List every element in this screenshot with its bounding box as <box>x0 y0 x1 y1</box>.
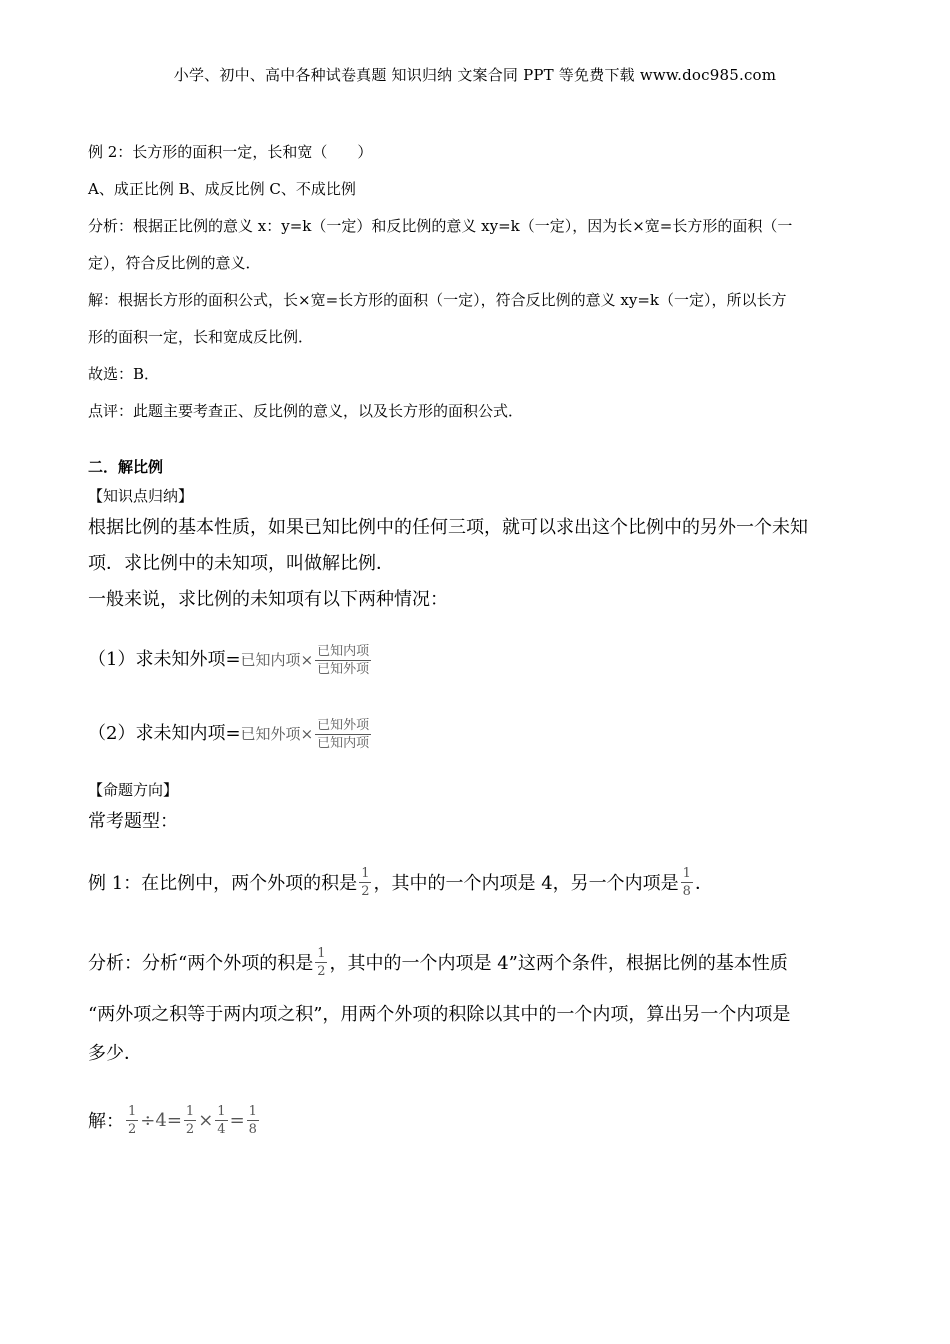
fraction-numerator: 1 <box>682 865 691 881</box>
formula1-fraction <box>315 644 371 677</box>
formula1-label: （1）求未知外项= <box>88 649 241 670</box>
solution-divide: ÷4= <box>140 1109 182 1131</box>
example2-comment: 点评：此题主要考查正、反比例的意义，以及长方形的面积公式． <box>88 402 524 420</box>
formula-outer-term <box>88 630 868 690</box>
formula-inner-term <box>88 704 868 764</box>
formula2-fraction <box>315 718 371 751</box>
example2-solution-line2: 形的面积一定，长和宽成反比例． <box>88 328 314 346</box>
solution-fraction4 <box>247 1104 259 1137</box>
fraction-numerator: 1 <box>361 865 370 881</box>
common-types-label: 常考题型： <box>88 811 178 832</box>
example2-analysis-line1: 分析：根据正比例的意义 x：y=k（一定）和反比例的意义 xy=k（一定），因为长×宽=长方形的面积（一 <box>88 217 793 235</box>
example1-question-fraction2 <box>681 866 693 899</box>
formula1-times: × <box>300 651 314 669</box>
fraction-numerator: 1 <box>185 1103 195 1119</box>
knowledge-text-line3: 一般来说，求比例的未知项有以下两种情况： <box>88 589 448 610</box>
fraction-numerator: 1 <box>217 1103 226 1119</box>
example1-solution <box>88 1092 868 1148</box>
formula1-term: 已知内项 <box>240 651 301 669</box>
example1-question-part3: ． <box>694 873 713 894</box>
direction-heading: 【命题方向】 <box>88 781 179 799</box>
example1-analysis-part1: 分析：分析“两个外项的积是 <box>88 953 314 974</box>
solution-equals: = <box>229 1109 245 1131</box>
fraction-denominator: 2 <box>185 1121 195 1137</box>
formula1-denominator: 已知外项 <box>317 661 370 677</box>
example2-analysis-line2: 定），符合反比例的意义． <box>88 254 261 272</box>
formula2-term: 已知外项 <box>240 725 301 743</box>
formula1-numerator: 已知内项 <box>317 643 370 659</box>
page-header: 小学、初中、高中各种试卷真题 知识归纳 文案合同 PPT 等免费下载 www.doc985.com <box>173 66 777 84</box>
fraction-denominator: 8 <box>682 883 691 899</box>
fraction-denominator: 4 <box>217 1121 226 1137</box>
formula2-denominator: 已知内项 <box>317 735 370 751</box>
example1-analysis-line2: “两外项之积等于两内项之积”，用两个外项的积除以其中的一个内项，算出另一个内项是 <box>88 1004 791 1025</box>
example1-analysis-fraction <box>315 946 327 979</box>
example2-solution-line1: 解：根据长方形的面积公式，长×宽=长方形的面积（一定），符合反比例的意义 xy=k（一定），所以长方 <box>88 291 787 309</box>
fraction-numerator: 1 <box>248 1103 257 1119</box>
formula2-times: × <box>300 725 314 743</box>
knowledge-text-line1: 根据比例的基本性质，如果已知比例中的任何三项，就可以求出这个比例中的另外一个未知 <box>88 517 808 538</box>
formula2-label: （2）求未知内项= <box>88 723 241 744</box>
fraction-denominator: 2 <box>361 883 370 899</box>
fraction-numerator: 1 <box>317 945 326 961</box>
solution-times: × <box>198 1109 214 1131</box>
example2-options: A、成正比例 B、成反比例 C、不成比例 <box>88 180 356 198</box>
solution-fraction3 <box>215 1104 227 1137</box>
knowledge-text-line2: 项．求比例中的未知项，叫做解比例． <box>88 553 394 574</box>
example2-answer: 故选：B． <box>88 365 160 383</box>
knowledge-heading: 【知识点归纳】 <box>88 487 194 505</box>
example1-analysis-part2: ，其中的一个内项是 4”这两个条件，根据比例的基本性质 <box>329 953 788 974</box>
example1-question-fraction1 <box>359 866 371 899</box>
example1-analysis-line3: 多少． <box>88 1043 142 1064</box>
solution-fraction1 <box>126 1104 138 1137</box>
fraction-denominator: 8 <box>248 1121 257 1137</box>
solution-label: 解： <box>88 1111 124 1132</box>
solution-fraction2 <box>184 1104 196 1137</box>
fraction-numerator: 1 <box>128 1103 137 1119</box>
formula2-numerator: 已知外项 <box>317 717 370 733</box>
example2-question: 例 2：长方形的面积一定，长和宽（ ） <box>88 143 373 161</box>
section-title: 二．解比例 <box>88 458 164 476</box>
example1-analysis-line1 <box>88 934 868 990</box>
fraction-denominator: 2 <box>128 1121 137 1137</box>
example1-question-part2: ，其中的一个内项是 4，另一个内项是 <box>373 873 679 894</box>
document-content <box>88 134 868 1148</box>
example1-question-part1: 例 1：在比例中，两个外项的积是 <box>88 873 358 894</box>
fraction-denominator: 2 <box>317 963 326 979</box>
example1-question <box>88 854 868 910</box>
